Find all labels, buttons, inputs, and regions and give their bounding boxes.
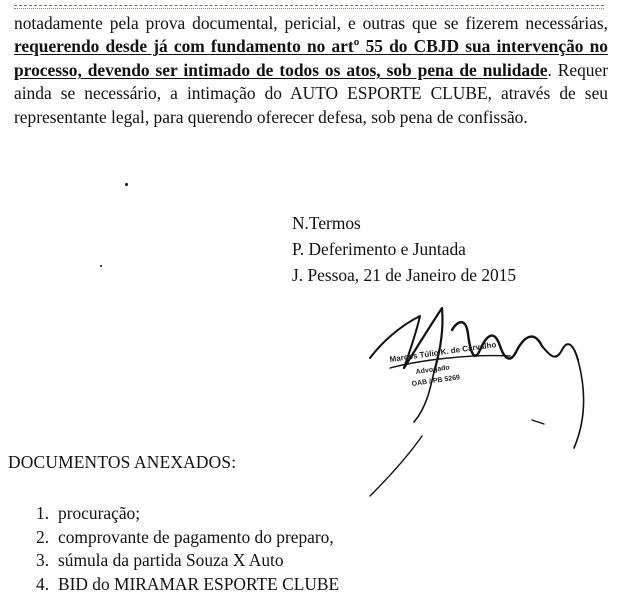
stamp-oab: OAB / PB 5269 bbox=[411, 374, 461, 388]
closing-place-date: J. Pessoa, 21 de Janeiro de 2015 bbox=[292, 265, 517, 285]
list-number: 4. bbox=[36, 573, 50, 594]
header-rule-secondary bbox=[14, 8, 604, 9]
ink-speck bbox=[100, 265, 102, 267]
list-number: 2. bbox=[36, 526, 50, 547]
paragraph-text-end: . Requer ainda se necessário, a intimação do AUTO ESPORTE CLUBE, através de seu representante legal, para querendo oferecer defesa, sob pena de confissão. bbox=[14, 59, 609, 127]
list-text: procuração; bbox=[58, 503, 141, 523]
closing-termos: N.Termos bbox=[292, 213, 361, 233]
list-item bbox=[36, 526, 339, 550]
list-text: súmula da partida Souza X Auto bbox=[58, 550, 284, 570]
list-text: comprovante de pagamento do preparo, bbox=[58, 526, 334, 547]
closing-block bbox=[292, 210, 516, 288]
paragraph-text-start: notadamente pela prova documental, pericial, e outras que se fizerem necessárias, bbox=[14, 13, 608, 33]
list-item bbox=[36, 502, 339, 526]
list-number: 1. bbox=[36, 503, 50, 523]
list-item bbox=[36, 549, 339, 573]
documents-list bbox=[36, 502, 339, 596]
handwritten-signature bbox=[360, 290, 600, 500]
header-rule bbox=[14, 5, 604, 6]
stamp-name: Marcos Túlio K. de Carvalho bbox=[389, 340, 497, 364]
documents-heading: DOCUMENTOS ANEXADOS: bbox=[8, 452, 237, 472]
ink-speck bbox=[125, 183, 128, 186]
petition-paragraph bbox=[14, 12, 608, 129]
list-number: 3. bbox=[36, 550, 50, 570]
paragraph-emphasis: requerendo desde já com fundamento no artº 55 do CBJD sua intervenção no processo, devendo ser intimado de todos os atos, sob pena de nulidade bbox=[14, 36, 608, 80]
stamp-role: Advogado bbox=[415, 364, 451, 376]
list-item bbox=[36, 573, 339, 597]
list-text: BID do MIRAMAR ESPORTE CLUBE bbox=[58, 573, 340, 594]
closing-deferimento: P. Deferimento e Juntada bbox=[292, 239, 466, 259]
